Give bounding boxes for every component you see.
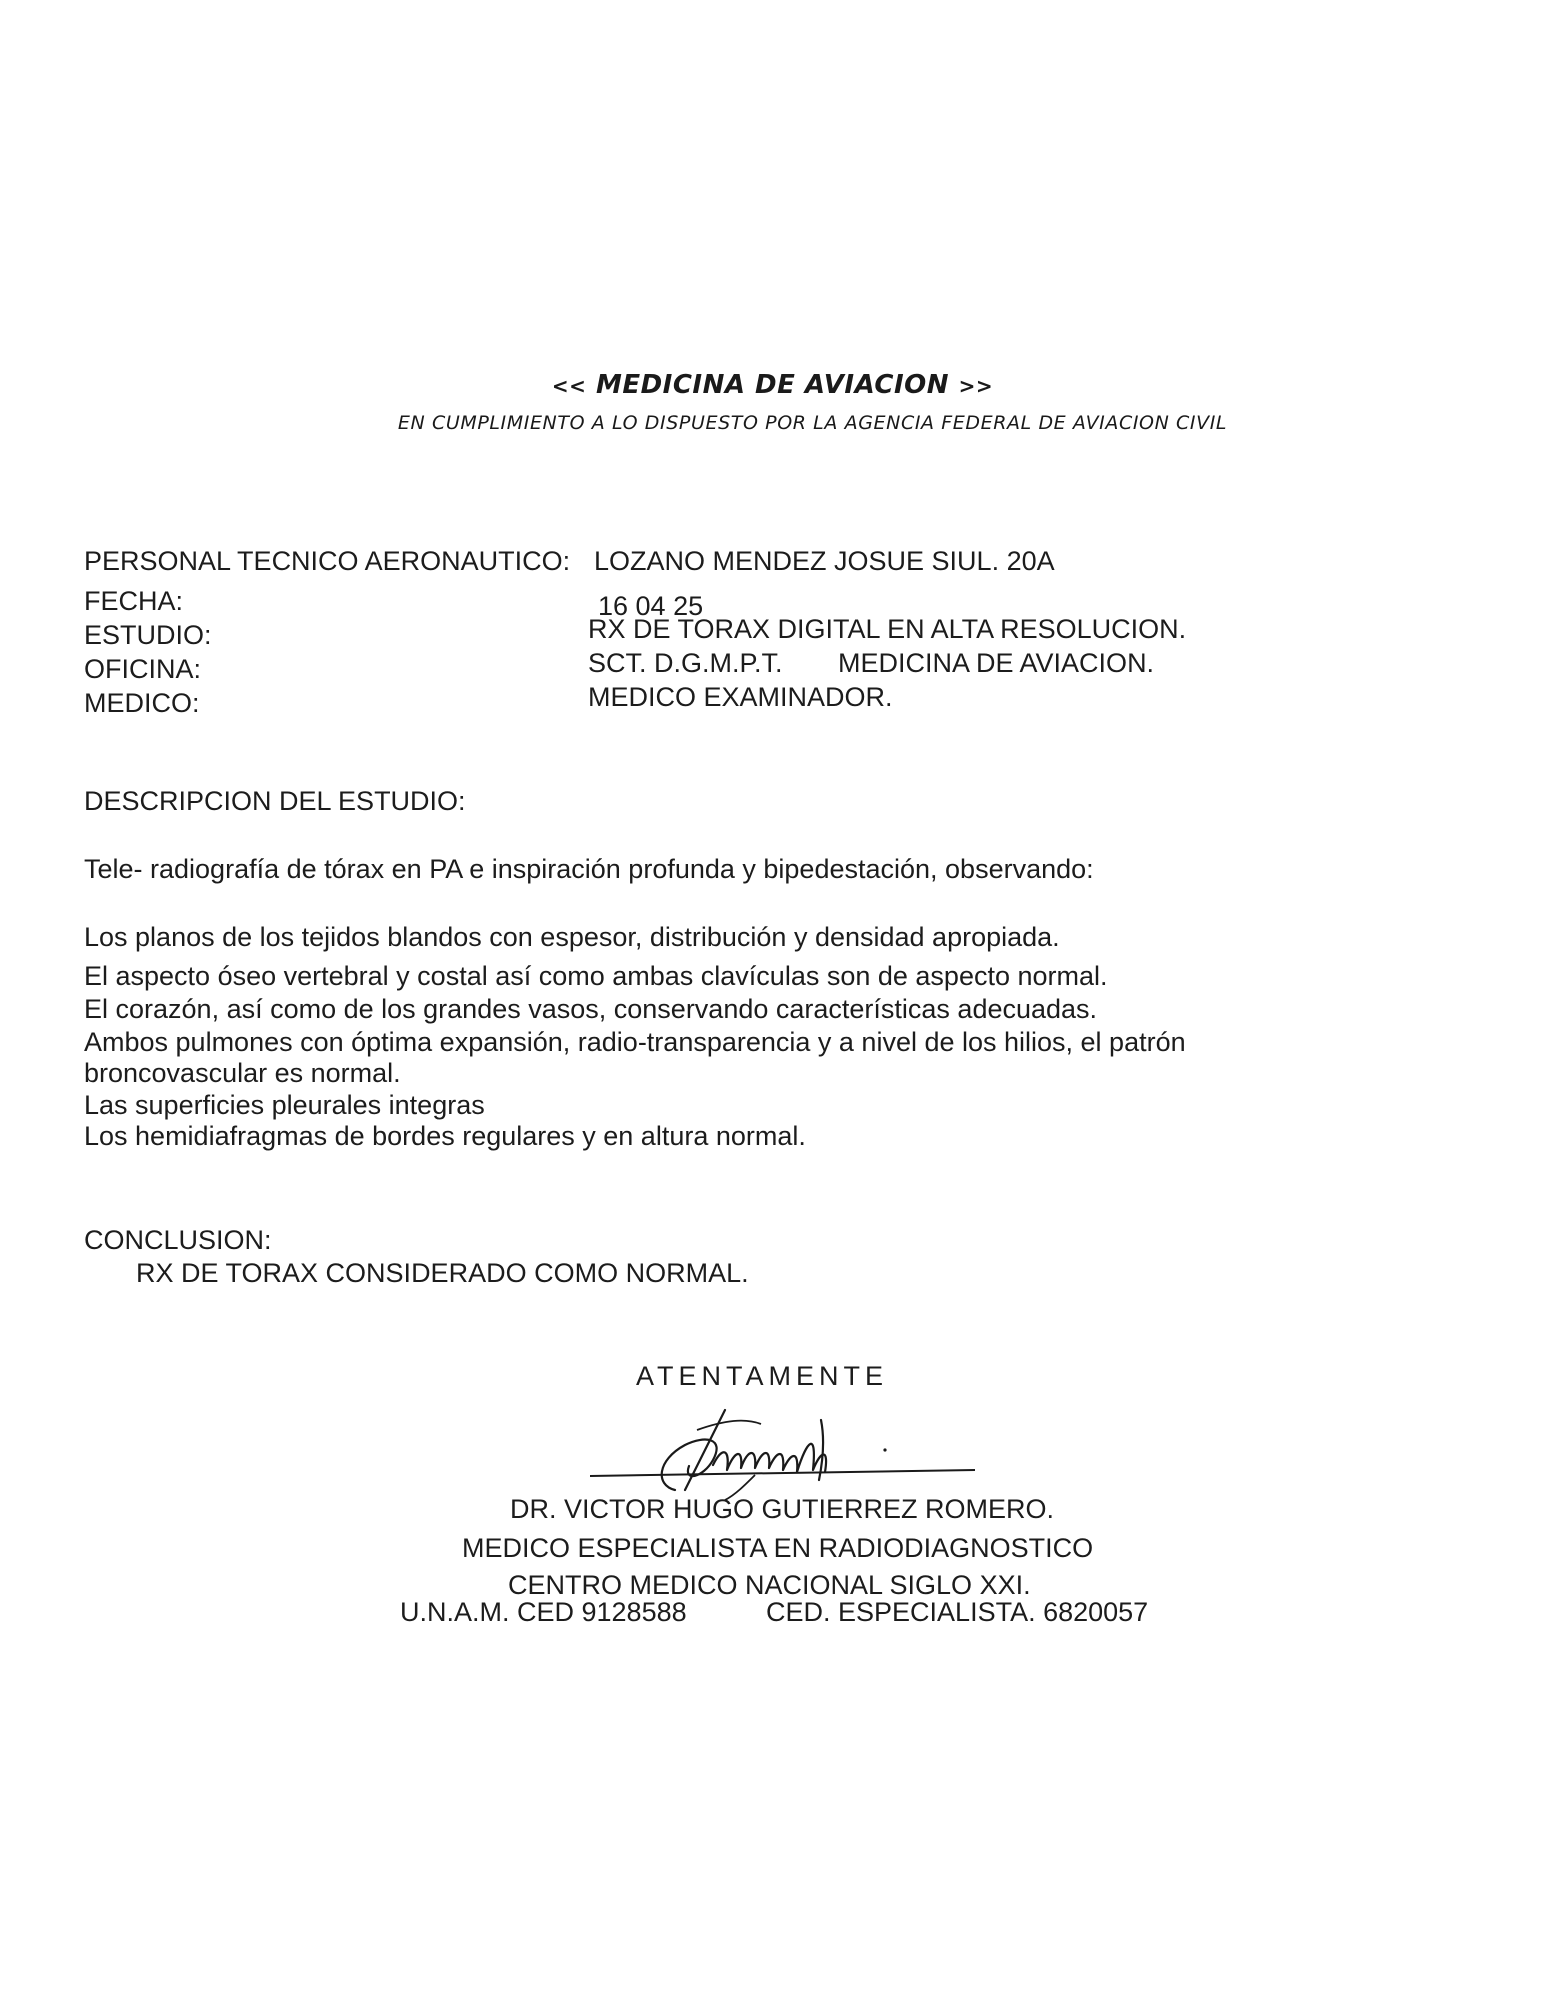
oficina-value-department: MEDICINA DE AVIACION. <box>838 648 1155 678</box>
signer-institution: CENTRO MEDICO NACIONAL SIGLO XXI. <box>508 1570 1031 1600</box>
oficina-value-office: SCT. D.G.M.P.T. <box>588 648 783 678</box>
description-line: broncovascular es normal. <box>84 1058 401 1088</box>
title-text: MEDICINA DE AVIACION <box>595 370 950 400</box>
description-line: Los hemidiafragmas de bordes regulares y en altura normal. <box>84 1121 806 1151</box>
conclusion-heading: CONCLUSION: <box>84 1225 272 1255</box>
estudio-value: RX DE TORAX DIGITAL EN ALTA RESOLUCION. <box>588 614 1187 644</box>
medico-value: MEDICO EXAMINADOR. <box>588 682 893 712</box>
description-line: Ambos pulmones con óptima expansión, radio-transparencia y a nivel de los hilios, el patrón <box>84 1027 1186 1057</box>
description-line: Los planos de los tejidos blandos con espesor, distribución y densidad apropiada. <box>84 922 1060 952</box>
conclusion-text: RX DE TORAX CONSIDERADO COMO NORMAL. <box>136 1258 749 1288</box>
signer-title: MEDICO ESPECIALISTA EN RADIODIAGNOSTICO <box>462 1533 1094 1563</box>
closing-text: ATENTAMENTE <box>636 1361 889 1391</box>
title-left-marks: << <box>551 374 587 398</box>
signer-name: DR. VICTOR HUGO GUTIERREZ ROMERO. <box>510 1494 1055 1524</box>
estudio-label: ESTUDIO: <box>84 620 212 650</box>
document-title <box>0 370 1545 400</box>
description-line: Las superficies pleurales integras <box>84 1090 485 1120</box>
signer-specialist-ced: CED. ESPECIALISTA. 6820057 <box>766 1597 1149 1627</box>
title-right-marks: >> <box>958 374 994 398</box>
description-intro: Tele- radiografía de tórax en PA e inspiración profunda y bipedestación, observando: <box>84 854 1094 884</box>
description-heading: DESCRIPCION DEL ESTUDIO: <box>84 786 466 816</box>
medico-label: MEDICO: <box>84 688 200 718</box>
fecha-value: 16 04 25 <box>598 591 704 621</box>
description-line: El corazón, así como de los grandes vasos, conservando características adecuadas. <box>84 994 1098 1024</box>
oficina-label: OFICINA: <box>84 654 202 684</box>
document-subtitle: EN CUMPLIMIENTO A LO DISPUESTO POR LA AGENCIA FEDERAL DE AVIACION CIVIL <box>397 412 1228 434</box>
signer-unam-ced: U.N.A.M. CED 9128588 <box>400 1597 687 1627</box>
personal-value: LOZANO MENDEZ JOSUE SIUL. 20A <box>594 546 1055 576</box>
description-line: El aspecto óseo vertebral y costal así como ambas clavículas son de aspecto normal. <box>84 961 1108 991</box>
fecha-label: FECHA: <box>84 586 184 616</box>
personal-label: PERSONAL TECNICO AERONAUTICO: <box>84 546 571 576</box>
handwritten-signature <box>585 1390 985 1500</box>
